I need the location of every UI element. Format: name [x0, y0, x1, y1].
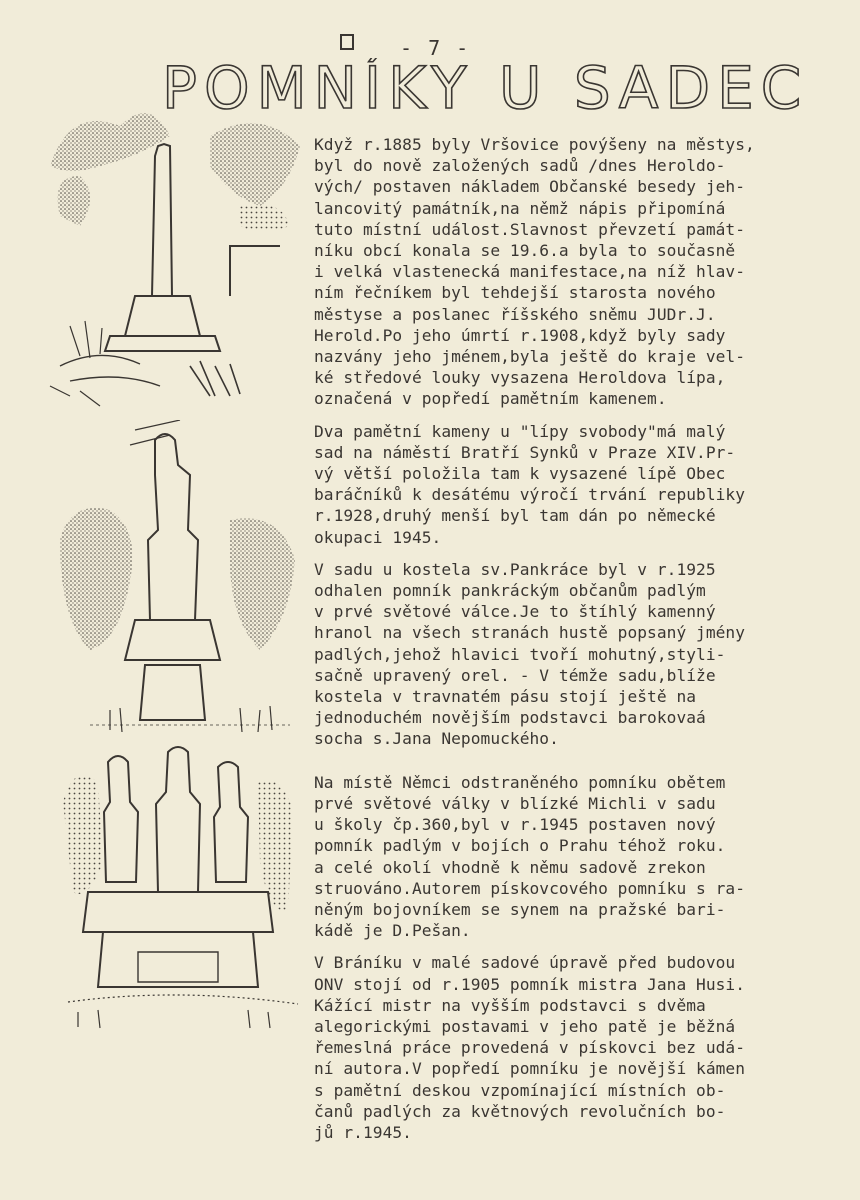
text-line: V Bráníku v malé sadové úpravě před budovou — [314, 953, 736, 973]
text-line: hranol na všech stranách hustě popsaný jmény — [314, 623, 746, 643]
text-line: vých/ postaven nákladem Občanské besedy jeh- — [314, 177, 746, 197]
text-line: Kážící mistr na vyšším podstavci s dvěma — [314, 995, 706, 1015]
text-line: nazvány jeho jménem,byla ještě do kraje vel- — [314, 347, 746, 367]
text-line: vý větší položila tam k vysazené lípě Obec — [314, 464, 726, 484]
text-line: jů r.1945. — [314, 1122, 412, 1142]
text-line: sad na náměstí Bratří Synků v Praze XIV.Pr- — [314, 442, 736, 462]
text-line: struováno.Autorem pískovcového pomníku s ra- — [314, 878, 746, 898]
text-line: městyse a poslanec říšského sněmu JUDr.J. — [314, 304, 716, 324]
text-line: jednoduchém novějším podstavci barokovaá — [314, 708, 706, 728]
text-line: ONV stojí od r.1905 pomník mistra Jana Husi. — [314, 974, 746, 994]
text-line: padlých,jehož hlavici tvoří mohutný,styli- — [314, 644, 726, 664]
text-line: Herold.Po jeho úmrtí r.1908,když byly sady — [314, 325, 726, 345]
text-line: ké středové louky vysazena Heroldova lípa, — [314, 368, 726, 388]
text-line: byl do nově založených sadů /dnes Heroldo- — [314, 156, 726, 176]
illustration-statue-monument — [50, 420, 300, 740]
text-line: r.1928,druhý menší byl tam dán po německé — [314, 506, 716, 526]
text-line: něným bojovníkem se synem na pražské bari- — [314, 899, 726, 919]
text-line: a celé okolí vhodně k němu sadově zrekon — [314, 857, 706, 877]
text-line: v prvé světové válce.Je to štíhlý kamenný — [314, 602, 716, 622]
text-line: tuto místní událost.Slavnost převzetí památ- — [314, 219, 746, 239]
text-line: řemeslná práce provedená v pískovci bez udá- — [314, 1038, 746, 1058]
text-line: označená v popředí pamětním kamenem. — [314, 389, 667, 409]
text-line: odhalen pomník pankráckým občanům padlým — [314, 581, 706, 601]
text-line: níku obcí konala se 19.6.a byla to současně — [314, 241, 736, 261]
text-line: ní autora.V popředí pomníku je novější kámen — [314, 1059, 746, 1079]
illustration-group-monument — [48, 742, 308, 1032]
text-line: prvé světové války v blízké Michli v sadu — [314, 793, 716, 813]
text-line: Na místě Němci odstraněného pomníku obětem — [314, 772, 726, 792]
text-line: Dva pamětní kameny u "lípy svobody"má malý — [314, 421, 726, 441]
text-line: i velká vlastenecká manifestace,na níž hlav- — [314, 262, 746, 282]
title-ornament-box — [340, 34, 354, 50]
paragraph-pankrac — [314, 559, 850, 750]
text-line: pomník padlým v bojích o Prahu téhož roku. — [314, 836, 726, 856]
text-line: sačně upravený orel. - V témže sadu,blíže — [314, 665, 716, 685]
text-line: s pamětní deskou vzpomínající místních ob- — [314, 1080, 726, 1100]
article-text-column — [314, 134, 850, 1154]
text-line: socha s.Jana Nepomuckého. — [314, 729, 559, 749]
text-line: kostela v travnatém pásu stojí ještě na — [314, 687, 697, 707]
page-number: - 7 - — [400, 36, 471, 60]
text-line: Když r.1885 byly Vršovice povýšeny na městys, — [314, 135, 755, 154]
paragraph-branik — [314, 952, 850, 1143]
page-title-text: POMNÍKY U SADECH — [162, 58, 800, 114]
text-line: V sadu u kostela sv.Pankráce byl v r.1925 — [314, 559, 716, 579]
paragraph-lipa-svobody — [314, 421, 850, 548]
text-line: baráčníků k desátému výročí trvání republiky — [314, 485, 746, 505]
text-line: u školy čp.360,byl v r.1945 postaven nový — [314, 815, 716, 835]
paragraph-michle — [314, 772, 850, 942]
illustration-obelisk-monument — [40, 96, 310, 416]
text-line: ním řečníkem byl tehdejší starosta nového — [314, 283, 716, 303]
text-line: okupaci 1945. — [314, 527, 442, 547]
text-line: alegorickými postavami v jeho patě je běžná — [314, 1016, 736, 1036]
text-line: čanů padlých za květnových revolučních bo- — [314, 1101, 726, 1121]
text-line: kádě je D.Pešan. — [314, 921, 471, 941]
paragraph-vrsovice — [314, 134, 850, 410]
text-line: lancovitý památník,na němž nápis připomíná — [314, 198, 726, 218]
